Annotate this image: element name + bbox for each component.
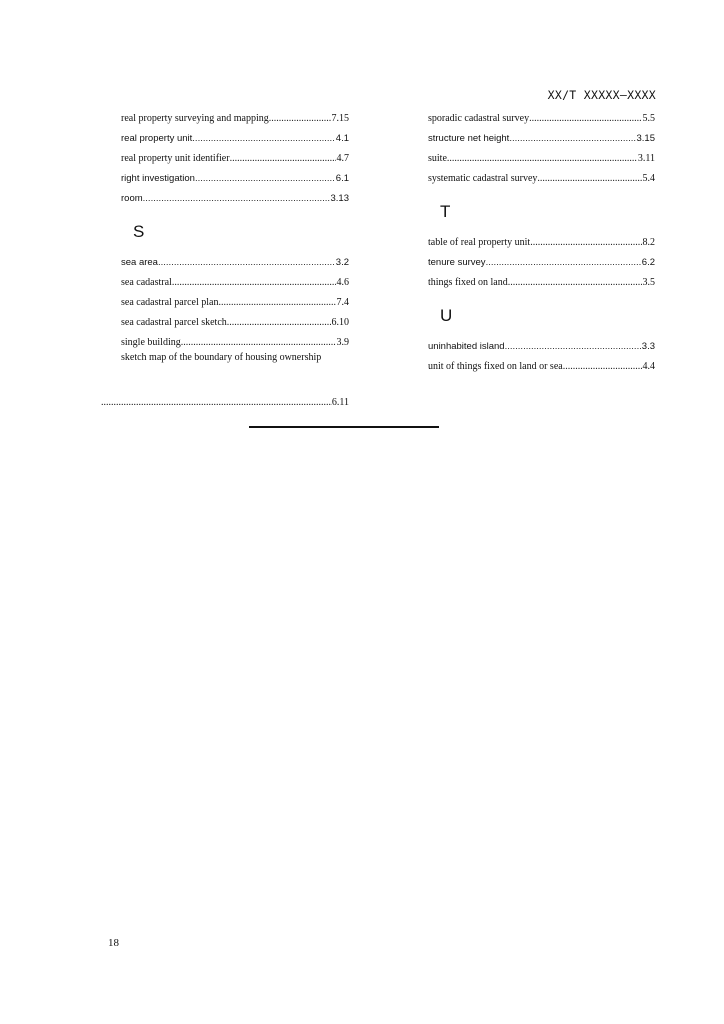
leader-dots bbox=[447, 152, 637, 166]
index-entry bbox=[121, 192, 349, 212]
index-ref: 3.5 bbox=[642, 277, 655, 288]
index-entry bbox=[428, 276, 655, 296]
leader-dots bbox=[143, 192, 330, 206]
leader-dots bbox=[192, 132, 334, 146]
index-right-column bbox=[428, 112, 655, 380]
index-term: structure net height bbox=[428, 133, 510, 144]
index-ref: 4.7 bbox=[336, 153, 349, 164]
index-entry bbox=[121, 152, 349, 172]
index-group-u bbox=[428, 340, 655, 380]
index-ref: 6.10 bbox=[331, 317, 349, 328]
index-term: sea cadastral bbox=[121, 277, 172, 288]
index-entry bbox=[428, 172, 655, 192]
index-entry bbox=[121, 132, 349, 152]
index-ref: 6.2 bbox=[641, 257, 655, 268]
end-of-index-rule bbox=[249, 426, 439, 428]
index-term: uninhabited island bbox=[428, 341, 505, 352]
leader-dots bbox=[505, 340, 641, 354]
index-ref: 8.2 bbox=[642, 237, 655, 248]
index-entry bbox=[428, 132, 655, 152]
index-entry bbox=[428, 236, 655, 256]
index-ref: 6.1 bbox=[335, 173, 349, 184]
index-term: sea area bbox=[121, 257, 158, 268]
index-ref: 3.2 bbox=[335, 257, 349, 268]
leader-dots bbox=[230, 152, 336, 166]
index-ref: 6.11 bbox=[331, 397, 349, 408]
index-term: unit of things fixed on land or sea bbox=[428, 361, 563, 372]
index-ref: 5.4 bbox=[642, 173, 655, 184]
index-ref: 3.11 bbox=[637, 153, 655, 164]
index-term: room bbox=[121, 193, 143, 204]
leader-dots bbox=[195, 172, 335, 186]
leader-dots bbox=[529, 112, 641, 126]
index-term: sea cadastral parcel plan bbox=[121, 297, 219, 308]
leader-dots bbox=[508, 276, 642, 290]
index-ref: 3.15 bbox=[636, 133, 655, 144]
index-entry bbox=[121, 296, 349, 316]
index-entry bbox=[121, 172, 349, 192]
index-entry-continuation bbox=[101, 396, 349, 410]
index-group-s-cont bbox=[428, 112, 655, 192]
leader-dots bbox=[101, 396, 332, 410]
index-ref: 5.5 bbox=[642, 113, 655, 124]
leader-dots bbox=[537, 172, 641, 186]
index-entry bbox=[428, 340, 655, 360]
index-term: sporadic cadastral survey bbox=[428, 113, 530, 124]
leader-dots bbox=[227, 316, 331, 330]
section-letter-t: T bbox=[440, 202, 451, 221]
section-letter-s: S bbox=[133, 222, 145, 241]
leader-dots bbox=[509, 132, 635, 146]
index-term: right investigation bbox=[121, 173, 195, 184]
index-term: tenure survey bbox=[428, 257, 486, 268]
index-ref: 4.4 bbox=[642, 361, 655, 372]
index-term: table of real property unit bbox=[428, 237, 531, 248]
index-ref: 4.6 bbox=[336, 277, 349, 288]
leader-dots bbox=[172, 276, 336, 290]
leader-dots bbox=[269, 112, 331, 126]
leader-dots bbox=[486, 256, 641, 270]
leader-dots bbox=[530, 236, 641, 250]
index-term: systematic cadastral survey bbox=[428, 173, 538, 184]
leader-dots bbox=[158, 256, 335, 270]
index-term: real property unit identifier bbox=[121, 153, 230, 164]
index-group-t bbox=[428, 236, 655, 296]
index-ref: 7.4 bbox=[336, 297, 349, 308]
index-term: things fixed on land bbox=[428, 277, 508, 288]
index-ref: 3.9 bbox=[336, 337, 349, 348]
index-term: sea cadastral parcel sketch bbox=[121, 317, 227, 328]
standard-code-header: XX/T XXXXX—XXXX bbox=[547, 88, 656, 102]
index-term-wrapped: sketch map of the boundary of housing ownership bbox=[121, 352, 322, 363]
index-entry bbox=[428, 256, 655, 276]
index-term: real property unit bbox=[121, 133, 193, 144]
leader-dots bbox=[218, 296, 335, 310]
index-entry bbox=[428, 360, 655, 380]
leader-dots bbox=[181, 336, 336, 350]
index-ref: 3.3 bbox=[641, 341, 655, 352]
index-term: single building bbox=[121, 337, 181, 348]
index-ref: 3.13 bbox=[330, 193, 349, 204]
index-entry bbox=[121, 316, 349, 336]
index-term: real property surveying and mapping bbox=[121, 113, 269, 124]
index-group-s bbox=[121, 256, 349, 367]
index-entry bbox=[428, 112, 655, 132]
index-entry bbox=[121, 256, 349, 276]
page-number: 18 bbox=[108, 937, 119, 949]
index-left-column bbox=[121, 112, 349, 367]
index-ref: 4.1 bbox=[335, 133, 349, 144]
index-entry bbox=[121, 336, 349, 351]
section-letter-u: U bbox=[440, 306, 453, 325]
leader-dots bbox=[563, 360, 642, 374]
index-group-r bbox=[121, 112, 349, 212]
index-ref: 7.15 bbox=[331, 113, 349, 124]
index-term: suite bbox=[428, 153, 447, 164]
index-entry bbox=[428, 152, 655, 172]
index-entry bbox=[121, 112, 349, 132]
index-entry bbox=[121, 276, 349, 296]
